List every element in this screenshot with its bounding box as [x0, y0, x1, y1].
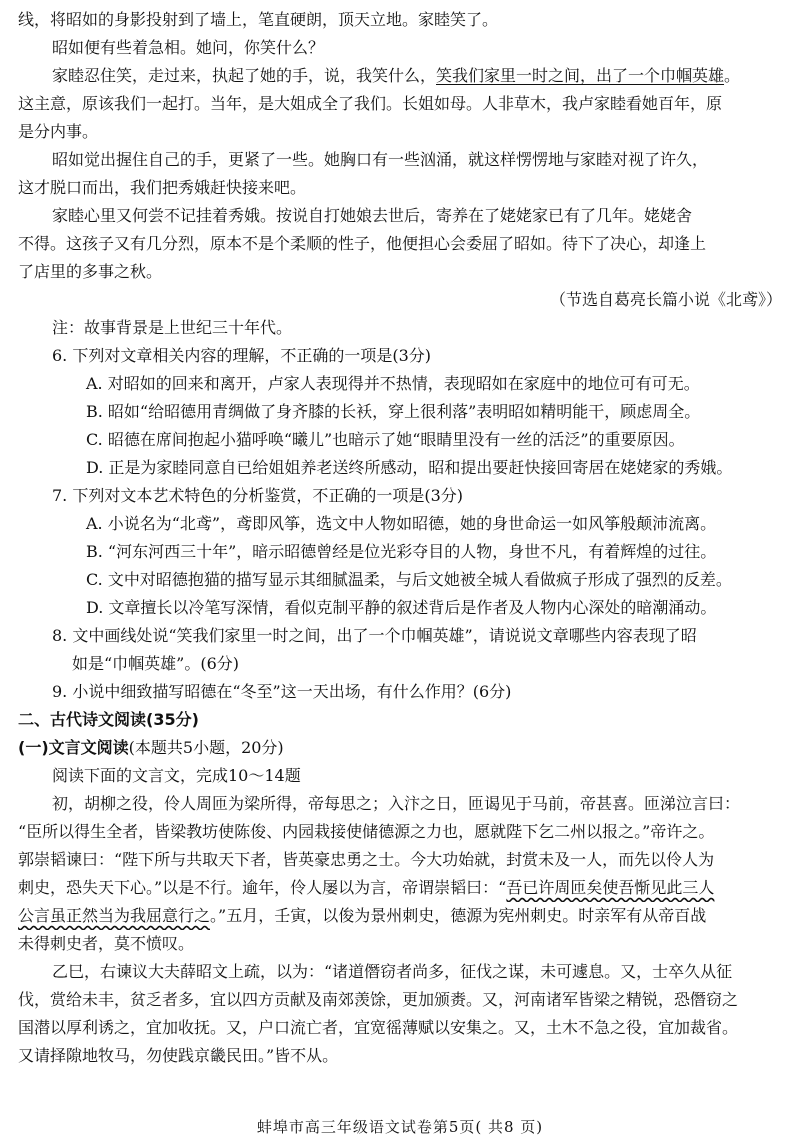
option-7b: B. “河东河西三十年”，暗示昭德曾经是位光彩夺目的人物，身世不凡，有着辉煌的过往。	[86, 542, 717, 561]
instructions: 阅读下面的文言文，完成10～14题	[52, 766, 301, 785]
story-paragraph: 家睦忍住笑，走过来，执起了她的手，说，我笑什么，笑我们家里一时之间，出了一个巾帼英雄。	[52, 66, 741, 85]
option-7d: D. 文章擅长以冷笔写深情，看似克制平静的叙述背后是作者及人物内心深处的暗潮涌动。	[86, 598, 717, 617]
section-title: 二、古代诗文阅读(35分)	[18, 710, 199, 729]
story-line: 这才脱口而出，我们把秀娥赶快接来吧。	[18, 178, 307, 197]
option-7c: C. 文中对昭德抱猫的描写显示其细腻温柔，与后文她被全城人看做疯子形成了强烈的反差。	[86, 570, 732, 589]
story-line: 是分内事。	[18, 122, 99, 141]
story-line: 了店里的多事之秋。	[18, 262, 163, 281]
underlined-phrase: 笑我们家里一时之间，出了一个巾帼英雄	[436, 66, 725, 85]
question-9: 9. 小说中细致描写昭德在“冬至”这一天出场，有什么作用？(6分)	[52, 682, 512, 701]
classical-line: 乙巳，右谏议大夫薛昭文上疏，以为：“诸道僭窃者尚多，征伐之谋，未可遽息。又，士卒久从征	[52, 962, 733, 981]
story-paragraph: 昭如便有些着急相。她问，你笑什么？	[52, 38, 325, 57]
option-6c: C. 昭德在席间抱起小猫呼唤“曦儿”也暗示了她“眼睛里没有一丝的活泛”的重要原因。	[86, 430, 685, 449]
story-line: 这主意，原该我们一起打。当年，是大姐成全了我们。长姐如母。人非草木，我卢家睦看她百年，原	[18, 94, 723, 113]
option-7a: A. 小说名为“北鸢”，鸢即风筝，选文中人物如昭德，她的身世命运一如风筝般颠沛流离。	[86, 514, 717, 533]
classical-line: 国潜以厚利诱之，宜加收抚。又，户口流亡者，宜宽徭薄赋以安集之。又，土木不急之役，宜加裁省。	[18, 1018, 739, 1037]
classical-line: 刺史，恐失天下心。”以是不行。逾年，伶人屡以为言，帝谓崇韬曰：“吾已许周匝矣使吾惭见此三人	[18, 878, 715, 897]
classical-line: 又请择隙地牧马，勿使践京畿民田。”皆不从。	[18, 1046, 339, 1065]
story-paragraph: 家睦心里又何尝不记挂着秀娥。按说自打她娘去世后，寄养在了姥姥家已有了几年。姥姥舍	[52, 206, 693, 225]
question-7: 7. 下列对文本艺术特色的分析鉴赏，不正确的一项是(3分)	[52, 486, 464, 505]
source-citation: （节选自葛亮长篇小说《北鸢》）	[549, 290, 782, 309]
classical-line: 初，胡柳之役，伶人周匝为梁所得，帝每思之；入汴之日，匝谒见于马前，帝甚喜。匝涕泣言曰：	[52, 794, 741, 813]
question-8-continued: 如是“巾帼英雄”。(6分)	[72, 654, 240, 673]
story-line: 不得。这孩子又有几分烈，原本不是个柔顺的性子，他便担心会委屈了昭如。待下了决心，却逢上	[18, 234, 707, 253]
option-6b: B. 昭如“给昭德用青绸做了身齐膝的长袄，穿上很利落”表明昭如精明能干，顾虑周全。	[86, 402, 701, 421]
classical-line: 郭崇韬谏曰：“陛下所与共取天下者，皆英豪忠勇之士。今大功始就，封赏未及一人，而先以伶人为	[18, 850, 715, 869]
background-note: 注：故事背景是上世纪三十年代。	[52, 318, 293, 337]
subsection-title: (一)文言文阅读(本题共5小题，20分)	[18, 738, 284, 757]
classical-line: 未得刺史者，莫不愤叹。	[18, 934, 195, 953]
option-6a: A. 对昭如的回来和离开，卢家人表现得并不热情，表现昭如在家庭中的地位可有可无。	[86, 374, 700, 393]
classical-line: 公言虽正然当为我屈意行之。”五月，壬寅，以俊为景州刺史，德源为宪州刺史。时亲军有从帝百战	[18, 906, 707, 925]
classical-line: “臣所以得生全者，皆梁教坊使陈俊、内园栽接使储德源之力也，愿就陛下乞二州以报之。”帝许之。	[18, 822, 715, 841]
story-paragraph-tail: 线，将昭如的身影投射到了墙上，笔直硬朗，顶天立地。家睦笑了。	[18, 10, 499, 29]
wavy-underlined-phrase: 公言虽正然当为我屈意行之	[18, 906, 211, 925]
story-paragraph: 昭如觉出握住自己的手，更紧了一些。她胸口有一些汹涌，就这样愣愣地与家睦对视了许久，	[52, 150, 709, 169]
question-6: 6. 下列对文章相关内容的理解，不正确的一项是(3分)	[52, 346, 432, 365]
option-6d: D. 正是为家睦同意自已给姐姐养老送终所感动，昭和提出要赶快接回寄居在姥姥家的秀娥。	[86, 458, 733, 477]
question-8: 8. 文中画线处说“笑我们家里一时之间，出了一个巾帼英雄”，请说说文章哪些内容表现了昭	[52, 626, 697, 645]
wavy-underlined-phrase: 吾已许周匝矣使吾惭见此三人	[506, 878, 715, 897]
page-footer: 蚌埠市高三年级语文试卷第5页( 共8 页)	[256, 1118, 544, 1136]
classical-line: 伐，赏给未丰，贫乏者多，宜以四方贡献及南郊羡馀，更加颁赉。又，河南诸军皆梁之精锐，恐僭窃之	[18, 990, 739, 1009]
